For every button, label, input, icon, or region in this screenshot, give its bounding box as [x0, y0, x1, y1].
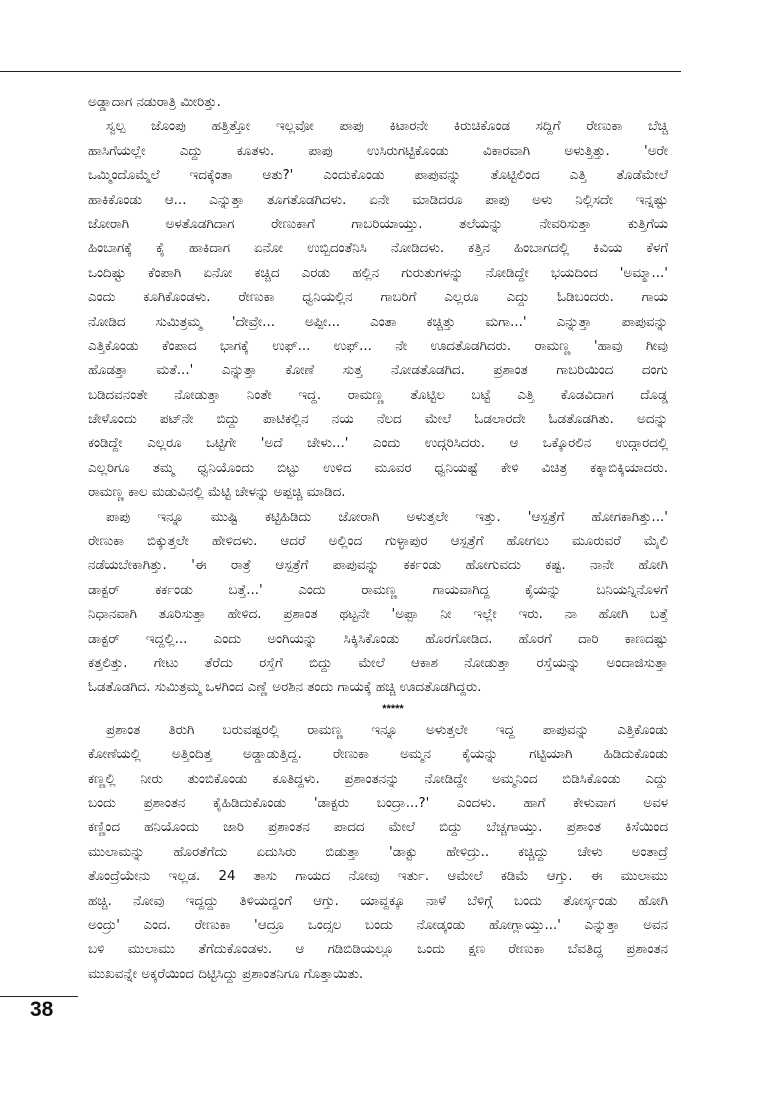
section-separator: *****	[382, 702, 404, 715]
text-line: ಚೇಳೊಂದು ಪಟ್‌ನೇ ಬಿದ್ದು ಪಾಟಿಕಲ್ಲಿನ ನಯ ನೆಲದ ಮೇಲೆ ಓಡಲಾರದೇ ಓಡತೊಡಗಿತು. ಅದನ್ನು	[88, 412, 668, 428]
paragraph	[88, 115, 668, 505]
text-line: ಕೋಣೆಯಲ್ಲಿ ಅತ್ತಿಂದಿತ್ತ ಅಡ್ಡಾಡುತ್ತಿದ್ದ. ರೇಣುಕಾ ಅಮ್ಮನ ಕೈಯನ್ನು ಗಟ್ಟಿಯಾಗಿ ಹಿಡಿದುಕೊಂಡು	[88, 747, 668, 763]
body-text	[88, 91, 668, 987]
text-line: ಓಡತೊಡಗಿದ. ಸುಮಿತ್ರಮ್ಮ ಒಳಗಿಂದ ಎಣ್ಣೆ ಅರಶಿನ ತಂದು ಗಾಯಕ್ಕೆ ಹಚ್ಚಿ ಊದತೊಡಗಿದ್ದರು.	[88, 680, 482, 696]
text-line: ಅಂದ್ರು' ಎಂದ. ರೇಣುಕಾ 'ಆದ್ರೂ ಒಂದ್ಸಲ ಬಂದು ನೋಡ್ಕಂಡು ಹೋಗ್ಲಾಯ್ತು...' ಎನ್ನುತ್ತಾ ಅವನ	[88, 917, 668, 933]
text-line: ನೋಡಿದ ಸುಮಿತ್ರಮ್ಮ 'ದೇವ್ರೇ... ಅಪ್ಪೀ... ಎಂತಾ ಕಚ್ಚಿತ್ತು ಮಗಾ...' ಎನ್ನುತ್ತಾ ಪಾಪುವನ್ನು	[88, 314, 668, 330]
text-line: ಡಾಕ್ಟರ್ ಇದ್ದಲ್ಲಿ... ಎಂದು ಅಂಗಿಯನ್ನು ಸಿಕ್ಕಿಸಿಕೊಂಡು ಹೊರಗೋಡಿದ. ಹೊರಗೆ ದಾರಿ ಕಾಣದಷ್ಟು	[88, 631, 668, 647]
text-line: ಮುಲಾಮನ್ನು ಹೊರತೆಗೆದು ಏದುಸಿರು ಬಿಡುತ್ತಾ 'ಡಾಕ್ಟು ಹೇಳಿದ್ರು.. ಕಚ್ಚಿದ್ದು ಚೇಳು ಅಂತಾದ್ರೆ	[88, 844, 668, 860]
text-line: ಮುಖವನ್ನೇ ಅಕ್ಕರೆಯಿಂದ ದಿಟ್ಟಿಸಿದ್ದು ಪ್ರಶಾಂತನಿಗೂ ಗೊತ್ತಾಯಿತು.	[88, 966, 364, 982]
text-line: ರಾಮಣ್ಣ ಕಾಲ ಮಡುವಿನಲ್ಲಿ ಮೆಟ್ಟಿ ಚೇಳನ್ನು ಅಪ್ಪಚ್ಚಿ ಮಾಡಿದ.	[88, 485, 346, 501]
paragraph	[88, 719, 668, 987]
text-line: ಕಣ್ಣಲ್ಲಿ ನೀರು ತುಂಬಿಕೊಂಡು ಕೂತಿದ್ದಳು. ಪ್ರಶಾಂತನನ್ನು ನೋಡಿದ್ದೇ ಅಮ್ಮನಿಂದ ಬಿಡಿಸಿಕೊಂಡು ಎದ್ದು	[88, 771, 668, 787]
text-line: ಒಂದಿಷ್ಟು ಕೆಂಪಾಗಿ ಏನೋ ಕಚ್ಚಿದ ಎರಡು ಹಲ್ಲಿನ ಗುರುತುಗಳನ್ನು ನೋಡಿದ್ದೇ ಭಯದಿಂದ 'ಅಮ್ಮಾ...'	[88, 265, 668, 281]
text-line: ಬಳಿ ಮುಲಾಮು ತೆಗೆದುಕೊಂಡಳು. ಆ ಗಡಿಬಿಡಿಯಲ್ಲೂ ಒಂದು ಕ್ಷಣ ರೇಣುಕಾ ಬೆವತಿದ್ದ ಪ್ರಶಾಂತನ	[88, 942, 668, 958]
text-line: ನಿಧಾನವಾಗಿ ತೂರಿಸುತ್ತಾ ಹೇಳಿದ. ಪ್ರಶಾಂತ ಥಟ್ಟನೇ 'ಅಪ್ಪಾ ನೀ ಇಲ್ಲೇ ಇರು. ನಾ ಹೋಗಿ ಬತ್ತೆ	[88, 607, 668, 623]
text-line: ಹೊಡತ್ತಾ ಮತೆ...' ಎನ್ನುತ್ತಾ ಕೋಣೆ ಸುತ್ತ ನೋಡತೊಡಗಿದ. ಪ್ರಶಾಂತ ಗಾಬರಿಯಿಂದ ದಂಗು	[88, 363, 668, 379]
paragraph	[88, 506, 668, 701]
text-line: ರೇಣುಕಾ ಬಿಕ್ಕುತ್ತಲೇ ಹೇಳಿದಳು. ಆದರೆ ಅಲ್ಲಿಂದ ಗುಳ್ಳಾಪುರ ಆಸ್ಪತ್ರೆಗೆ ಹೋಗಲು ಮೂರುವರೆ ಮೈಲಿ	[88, 534, 668, 550]
text-line: ಜೋರಾಗಿ ಅಳತೊಡಗಿದಾಗ ರೇಣುಕಾಗೆ ಗಾಬರಿಯಾಯ್ತು. ತಲೆಯನ್ನು ನೇವರಿಸುತ್ತಾ ಕುತ್ತಿಗೆಯ	[88, 216, 668, 232]
page-number: 38	[30, 998, 54, 1021]
header-rule	[0, 71, 681, 72]
text-line: ಸ್ವಲ್ಪ ಜೊಂಪು ಹತ್ತಿತ್ತೋ ಇಲ್ಲವೋ ಪಾಪು ಕಿಟಾರನೇ ಕಿರುಚಿಕೊಂಡ ಸದ್ದಿಗೆ ರೇಣುಕಾ ಬೆಚ್ಚಿ	[106, 119, 668, 135]
footer-rule	[0, 996, 78, 997]
text-line: ಬಂದು ಪ್ರಶಾಂತನ ಕೈಹಿಡಿದುಕೊಂಡು 'ಡಾಕ್ಟರು ಬಂದ್ರಾ...?' ಎಂದಳು. ಹಾಗೆ ಕೇಳುವಾಗ ಅವಳ	[88, 795, 668, 811]
text-line: ಕಂಡಿದ್ದೇ ಎಲ್ಲರೂ ಒಟ್ಟಿಗೇ 'ಅದೆ ಚೇಳು...' ಎಂದು ಉದ್ಗರಿಸಿದರು. ಆ ಒಕ್ಕೊರಲಿನ ಉದ್ಗಾರದಲ್ಲಿ	[88, 436, 668, 452]
text-line: ಡಾಕ್ಟರ್ ಕರ್ಕಂಡು ಬತ್ತೆ...' ಎಂದು ರಾಮಣ್ಣ ಗಾಯವಾಗಿದ್ದ ಕೈಯನ್ನು ಬನಿಯನ್ನಿನೊಳಗೆ	[88, 582, 668, 598]
text-line: ಅಡ್ಡಾದಾಗ ನಡುರಾತ್ರಿ ಮೀರಿತ್ತು.	[88, 95, 221, 110]
text-line: ಹಾಕಿಕೊಂಡು ಆ... ಎನ್ನುತ್ತಾ ತೂಗತೊಡಗಿದಳು. ಏನೇ ಮಾಡಿದರೂ ಪಾಪು ಅಳು ನಿಲ್ಲಿಸದೇ ಇನ್ನಷ್ಟು	[88, 192, 668, 208]
text-line: ಬಡಿದವನಂತೇ ನೋಡುತ್ತಾ ನಿಂತೇ ಇದ್ದ. ರಾಮಣ್ಣ ತೊಟ್ಟಿಲ ಬಟ್ಟೆ ಎತ್ತಿ ಕೊಡವಿದಾಗ ದೊಡ್ಡ	[88, 387, 668, 403]
text-line: ಹಾಸಿಗೆಯಲ್ಲೇ ಎದ್ದು ಕೂತಳು. ಪಾಪು ಉಸಿರುಗಟ್ಟಿಕೊಂಡು ವಿಕಾರವಾಗಿ ಅಳುತ್ತಿತ್ತು. 'ಅರೇ	[88, 143, 668, 159]
text-line: ತೊಂದ್ರೆಯೇನು ಇಲ್ಲಡ. 24 ತಾಸು ಗಾಯದ ನೋವು ಇರ್ತು. ಆಮೇಲೆ ಕಡಿಮೆ ಆಗ್ತು. ಈ ಮುಲಾಮು	[88, 869, 668, 885]
paragraph	[88, 91, 668, 115]
text-line: ಕತ್ತಲಿತ್ತು. ಗೇಟು ತೆರೆದು ರಸ್ತೆಗೆ ಬಿದ್ದು ಮೇಲೆ ಆಕಾಶ ನೋಡುತ್ತಾ ರಸ್ತೆಯನ್ನು ಅಂದಾಜಿಸುತ್ತಾ	[88, 655, 668, 671]
text-line: ಕಣ್ಣಿಂದ ಹನಿಯೊಂದು ಜಾರಿ ಪ್ರಶಾಂತನ ಪಾದದ ಮೇಲೆ ಬಿದ್ದು ಬೆಚ್ಚಗಾಯ್ತು. ಪ್ರಶಾಂತ ಕಿಸೆಯಿಂದ	[88, 820, 668, 836]
text-line: ಎತ್ತಿಕೊಂಡು ಕೆಂಪಾದ ಭಾಗಕ್ಕೆ ಉಫ್... ಉಫ್... ನೇ ಊದತೊಡಗಿದರು. ರಾಮಣ್ಣ 'ಹಾವು ಗೀವು	[88, 338, 668, 354]
text-line: ಒಮ್ಮಿಂದೊಮ್ಮೆಲೆ ಇದಕ್ಕೆಂತಾ ಆತು?' ಎಂದುಕೊಂಡು ಪಾಪುವನ್ನು ತೊಟ್ಟಿಲಿಂದ ಎತ್ತಿ ತೊಡೆಮೇಲೆ	[88, 168, 668, 184]
text-line: ಹಚ್ಚಿ. ನೋವು ಇದ್ದದ್ದು ತಿಳಿಯದ್ದಂಗೆ ಆಗ್ತು. ಯಾವ್ದಕ್ಕೂ ನಾಳೆ ಬೆಳಿಗ್ಗೆ ಬಂದು ತೋರ್ಸ್ಕಂಡು ಹೋಗಿ	[88, 893, 668, 909]
text-line: ಪ್ರಶಾಂತ ತಿರುಗಿ ಬರುವಷ್ಟರಲ್ಲಿ ರಾಮಣ್ಣ ಇನ್ನೂ ಅಳುತ್ತಲೇ ಇದ್ದ ಪಾಪುವನ್ನು ಎತ್ತಿಕೊಂಡು	[106, 722, 668, 738]
text-line: ಹಿಂಬಾಗಕ್ಕೆ ಕೈ ಹಾಕಿದಾಗ ಏನೋ ಉಬ್ಬಿದಂತೆನಿಸಿ ನೋಡಿದಳು. ಕತ್ತಿನ ಹಿಂಬಾಗದಲ್ಲಿ ಕಿವಿಯ ಕೆಳಗೆ	[88, 241, 668, 257]
text-line: ಪಾಪು ಇನ್ನೂ ಮುಷ್ಟಿ ಕಟ್ಟಿಹಿಡಿದು ಜೋರಾಗಿ ಅಳುತ್ತಲೇ ಇತ್ತು. 'ಆಸ್ಪತ್ರೆಗೆ ಹೋಗಕಾಗಿತ್ತು...'	[106, 509, 668, 525]
text-line: ನಡೆಯಬೇಕಾಗಿತ್ತು. 'ಈ ರಾತ್ರೆ ಆಸ್ಪತ್ರೆಗೆ ಪಾಪುವನ್ನು ಕರ್ಕಂಡು ಹೋಗುವದು ಕಷ್ಟ. ನಾನೇ ಹೋಗಿ	[88, 558, 668, 574]
text-line: ಎಲ್ಲರಿಗೂ ತಮ್ಮ ಧ್ವನಿಯೊಂದು ಬಿಟ್ಟು ಉಳಿದ ಮೂವರ ಧ್ವನಿಯಷ್ಟೆ ಕೇಳಿ ವಿಚಿತ್ರ ಕಕ್ಕಾಬಿಕ್ಕಿಯಾದರು.	[88, 460, 668, 476]
text-line: ಎಂದು ಕೂಗಿಕೊಂಡಳು. ರೇಣುಕಾ ಧ್ವನಿಯಲ್ಲಿನ ಗಾಬರಿಗೆ ಎಲ್ಲರೂ ಎದ್ದು ಓಡಿಬಂದರು. ಗಾಯ	[88, 290, 668, 306]
